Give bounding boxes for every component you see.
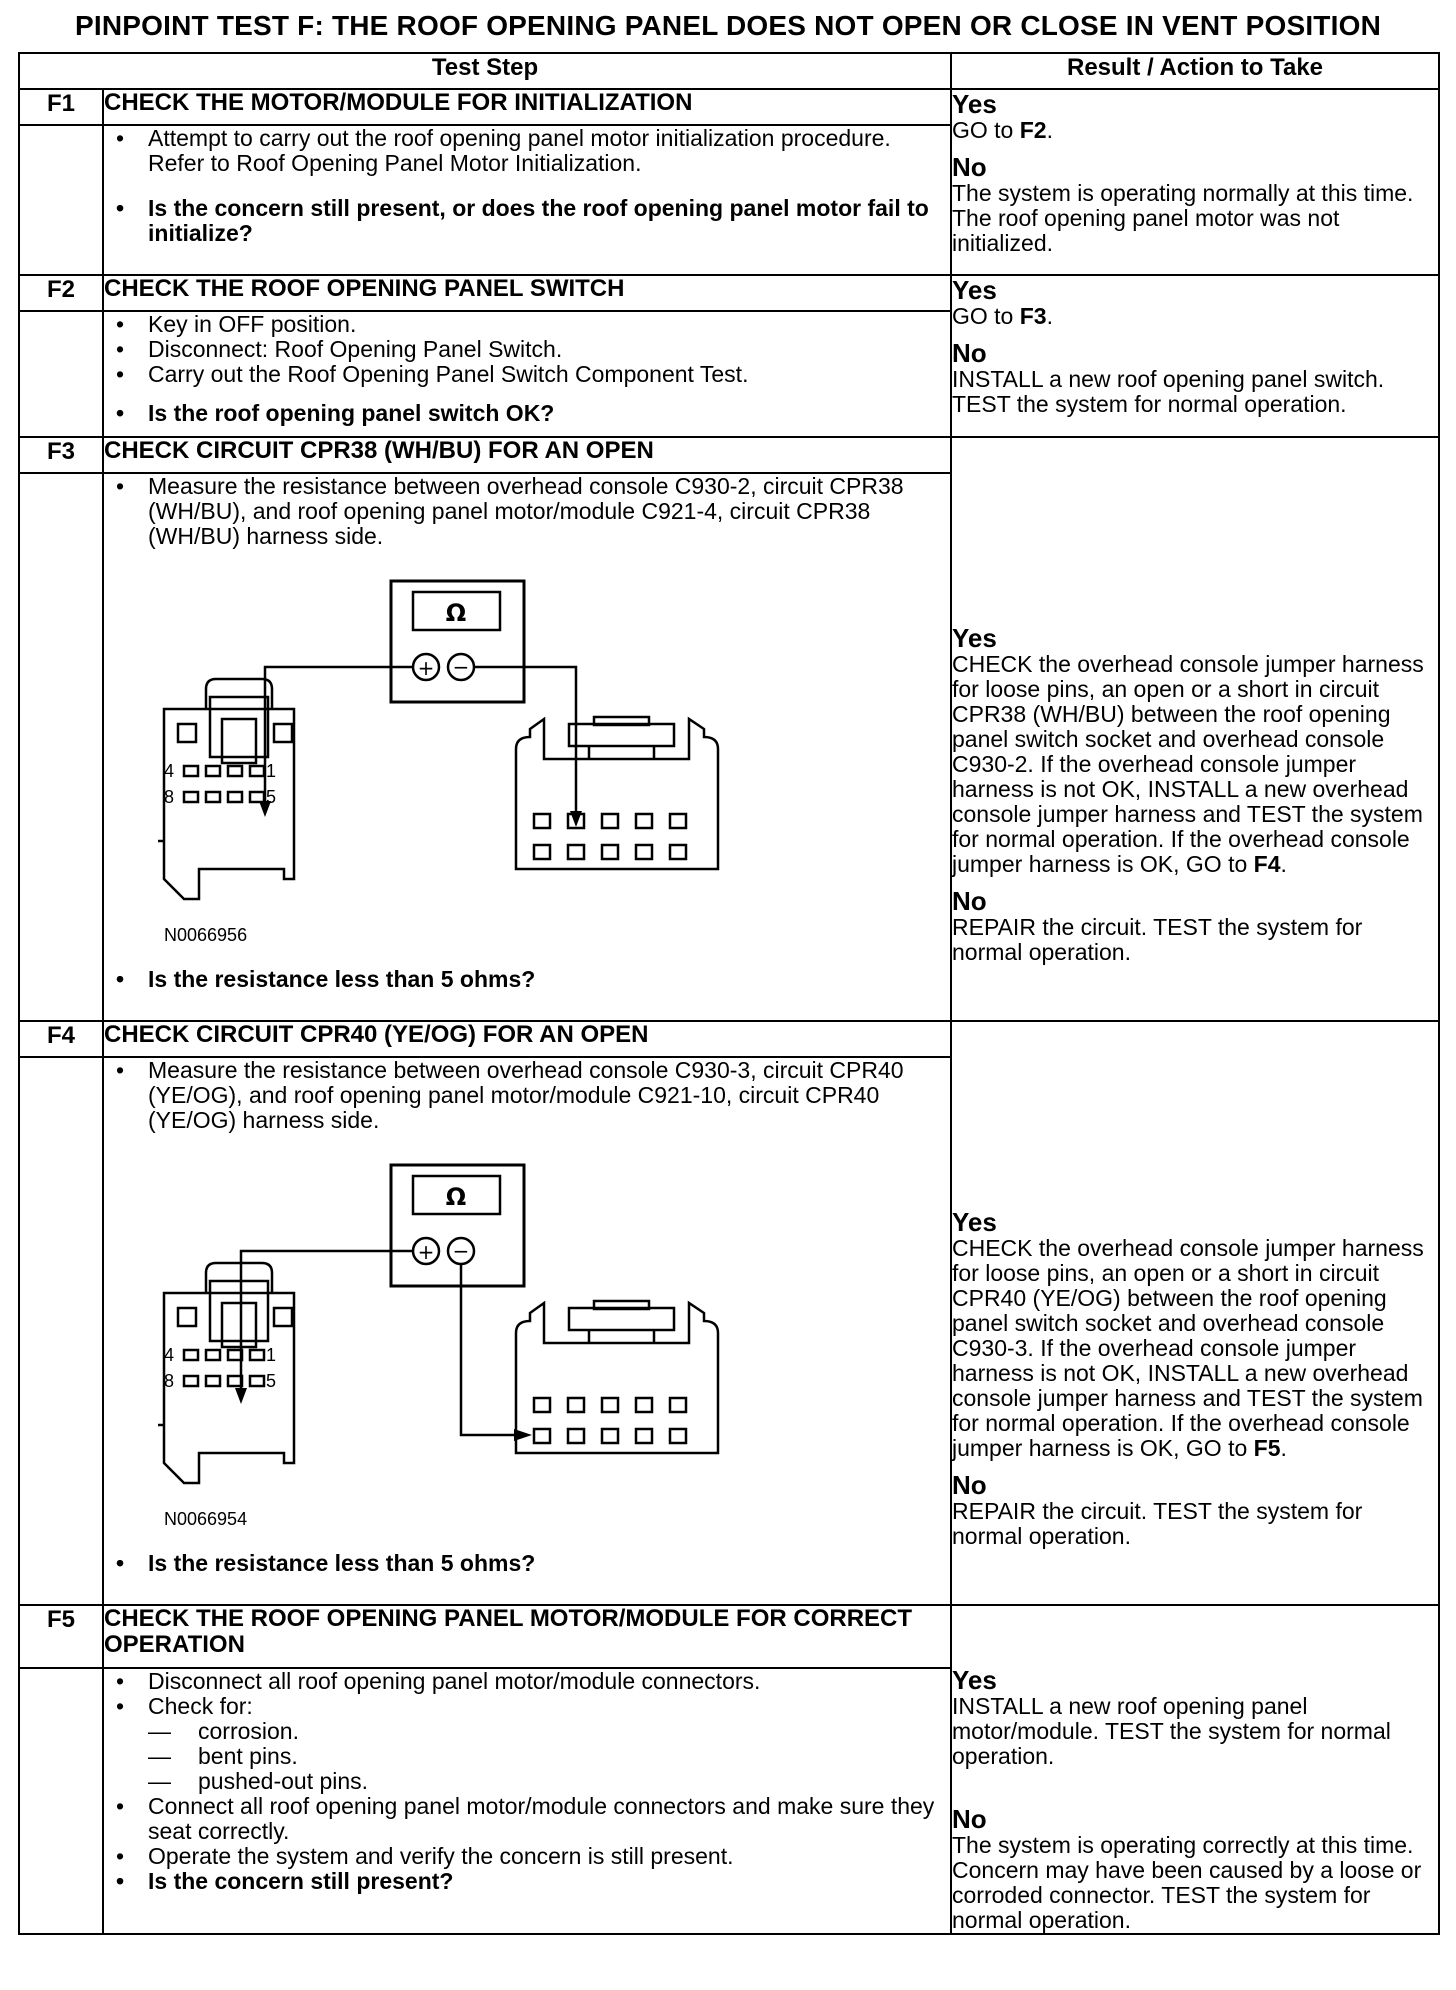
step-f1-result bbox=[951, 89, 1439, 275]
figure-id: N0066956 bbox=[164, 925, 248, 945]
step-f4-title-row bbox=[19, 1021, 1439, 1057]
step-question: • Is the concern still present, or does the roof opening panel motor fail to initialize? bbox=[104, 196, 950, 246]
motor-module-connector bbox=[516, 1301, 718, 1453]
plus-label: + bbox=[417, 1240, 435, 1264]
no-label: No bbox=[952, 886, 987, 916]
step-title: CHECK CIRCUIT CPR40 (YE/OG) FOR AN OPEN bbox=[103, 1021, 951, 1057]
step-f5-body bbox=[103, 1668, 951, 1934]
step-f2-result bbox=[951, 275, 1439, 437]
check-item: — bent pins. bbox=[148, 1744, 950, 1769]
list-item: • Carry out the Roof Opening Panel Switch Component Test. bbox=[104, 362, 950, 387]
list-item: • Measure the resistance between overhead console C930-3, circuit CPR40 (YE/OG), and roof opening panel motor/module C921-10, circuit CPR40 (YE/OG) harness side. bbox=[104, 1058, 950, 1133]
no-action: INSTALL a new roof opening panel switch. TEST the system for normal operation. bbox=[952, 366, 1385, 417]
step-question: • Is the roof opening panel switch OK? bbox=[104, 401, 950, 426]
meter-symbol: Ω bbox=[445, 1183, 467, 1211]
list-item: • Measure the resistance between overhead console C930-2, circuit CPR38 (WH/BU), and roof opening panel motor/module C921-4, circuit CPR38 (WH/BU) harness side. bbox=[104, 474, 950, 549]
list-item: • Disconnect all roof opening panel motor/module connectors. bbox=[104, 1669, 950, 1694]
step-id: F3 bbox=[19, 437, 103, 473]
yes-label: Yes bbox=[952, 1665, 997, 1695]
goto-ref: F5 bbox=[1253, 1435, 1281, 1461]
step-f3-title-row bbox=[19, 437, 1439, 473]
step-f3-result bbox=[951, 437, 1439, 1021]
header-test-step: Test Step bbox=[19, 53, 951, 89]
pinpoint-test-table bbox=[18, 52, 1440, 1935]
list-item: • Attempt to carry out the roof opening panel motor initialization procedure. Refer to Roof Opening Panel Motor Initialization. bbox=[104, 126, 950, 176]
check-item: — corrosion. bbox=[148, 1719, 950, 1744]
no-action: The system is operating correctly at this time. Concern may have been caused by a loose or corroded connector. TEST the system for normal operation. bbox=[952, 1832, 1422, 1933]
list-item: • Check for: — corrosion. — bent pins. — pushed-out pins. bbox=[104, 1694, 950, 1794]
list-item: • Operate the system and verify the concern is still present. bbox=[104, 1844, 950, 1869]
no-label: No bbox=[952, 1470, 987, 1500]
no-action: The system is operating normally at this time. The roof opening panel motor was not initialized. bbox=[952, 180, 1414, 256]
step-f2-title-row bbox=[19, 275, 1439, 311]
yes-label: Yes bbox=[952, 89, 997, 119]
goto-ref: F4 bbox=[1253, 851, 1281, 877]
pin-label: 5 bbox=[266, 1371, 277, 1391]
plus-label: + bbox=[417, 656, 435, 680]
yes-action: INSTALL a new roof opening panel motor/module. TEST the system for normal operation. bbox=[952, 1693, 1391, 1769]
header-result: Result / Action to Take bbox=[951, 53, 1439, 89]
step-f2-body bbox=[103, 311, 951, 437]
no-label: No bbox=[952, 1804, 987, 1834]
yes-action: CHECK the overhead console jumper harness for loose pins, an open or a short in circuit CPR40 (YE/OG) between the roof opening panel switch socket and overhead console C930-3. If the overhead console jumper harness is not OK, INSTALL a new overhead console jumper harness and TEST the system for normal operation. If the overhead console jumper harness is OK, GO to F5. bbox=[952, 1235, 1424, 1461]
pin-label: 8 bbox=[164, 1371, 175, 1391]
minus-label: − bbox=[452, 1239, 470, 1263]
f3-resistance-measurement-diagram bbox=[144, 579, 784, 959]
figure-id: N0066954 bbox=[164, 1509, 248, 1529]
check-item: — pushed-out pins. bbox=[148, 1769, 950, 1794]
list-item: • Key in OFF position. bbox=[104, 312, 950, 337]
step-f5-title-row bbox=[19, 1605, 1439, 1668]
pin-label: 5 bbox=[266, 787, 277, 807]
pin-label: 4 bbox=[164, 761, 175, 781]
probe-tip-plus bbox=[235, 1388, 247, 1404]
goto-ref: F3 bbox=[1019, 303, 1047, 329]
yes-action: CHECK the overhead console jumper harness for loose pins, an open or a short in circuit CPR38 (WH/BU) between the roof opening panel switch socket and overhead console C930-2. If the overhead console jumper harness is not OK, INSTALL a new overhead console jumper harness and TEST the system for normal operation. If the overhead console jumper harness is OK, GO to F4. bbox=[952, 651, 1424, 877]
yes-label: Yes bbox=[952, 1207, 997, 1237]
yes-label: Yes bbox=[952, 275, 997, 305]
pin-label: 8 bbox=[164, 787, 175, 807]
no-label: No bbox=[952, 152, 987, 182]
step-question: • Is the concern still present? bbox=[104, 1869, 950, 1894]
motor-module-connector bbox=[516, 717, 718, 869]
goto-ref: F2 bbox=[1019, 117, 1047, 143]
step-f4-result bbox=[951, 1021, 1439, 1605]
f4-resistance-measurement-diagram bbox=[144, 1163, 784, 1543]
yes-label: Yes bbox=[952, 623, 997, 653]
step-title: CHECK THE MOTOR/MODULE FOR INITIALIZATION bbox=[103, 89, 951, 125]
list-item: • Disconnect: Roof Opening Panel Switch. bbox=[104, 337, 950, 362]
list-item: • Connect all roof opening panel motor/module connectors and make sure they seat correctly. bbox=[104, 1794, 950, 1844]
step-question: • Is the resistance less than 5 ohms? bbox=[104, 1551, 950, 1576]
table-header-row bbox=[19, 53, 1439, 89]
step-id: F2 bbox=[19, 275, 103, 311]
step-id: F1 bbox=[19, 89, 103, 125]
step-f4-body bbox=[103, 1057, 951, 1605]
step-title: CHECK THE ROOF OPENING PANEL MOTOR/MODULE FOR CORRECT OPERATION bbox=[103, 1605, 951, 1668]
step-question: • Is the resistance less than 5 ohms? bbox=[104, 967, 950, 992]
step-f3-body bbox=[103, 473, 951, 1021]
pin-label: 1 bbox=[266, 761, 277, 781]
step-id: F4 bbox=[19, 1021, 103, 1057]
meter-symbol: Ω bbox=[445, 599, 467, 627]
pin-label: 4 bbox=[164, 1345, 175, 1365]
step-f1-body bbox=[103, 125, 951, 275]
probe-wire-minus bbox=[461, 1264, 514, 1435]
no-action: REPAIR the circuit. TEST the system for normal operation. bbox=[952, 914, 1363, 965]
step-f1-title-row bbox=[19, 89, 1439, 125]
step-title: CHECK CIRCUIT CPR38 (WH/BU) FOR AN OPEN bbox=[103, 437, 951, 473]
minus-label: − bbox=[452, 655, 470, 679]
yes-action: GO to F3. bbox=[952, 303, 1053, 329]
page-title: PINPOINT TEST F: THE ROOF OPENING PANEL DOES NOT OPEN OR CLOSE IN VENT POSITION bbox=[75, 10, 1381, 41]
no-label: No bbox=[952, 338, 987, 368]
no-action: REPAIR the circuit. TEST the system for normal operation. bbox=[952, 1498, 1363, 1549]
pin-label: 1 bbox=[266, 1345, 277, 1365]
step-f5-result bbox=[951, 1605, 1439, 1934]
step-title: CHECK THE ROOF OPENING PANEL SWITCH bbox=[103, 275, 951, 311]
step-id: F5 bbox=[19, 1605, 103, 1668]
yes-action: GO to F2. bbox=[952, 117, 1053, 143]
